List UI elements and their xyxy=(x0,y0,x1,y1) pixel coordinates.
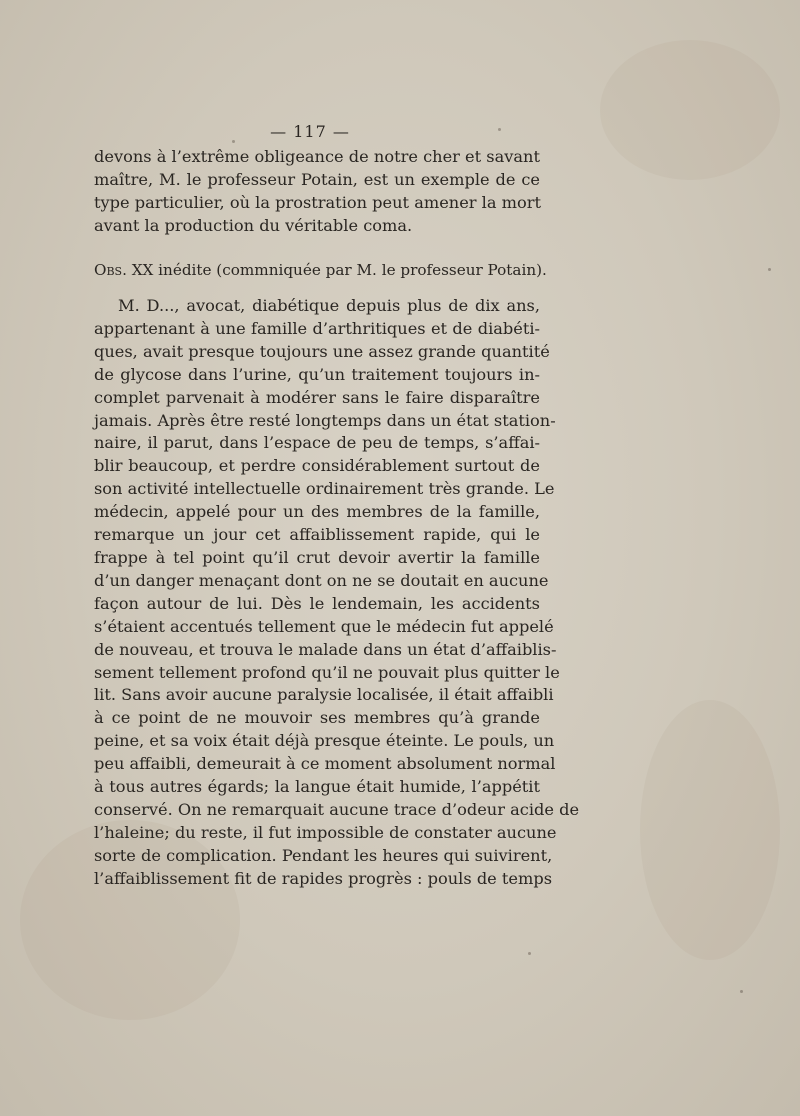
text-line: peine, et sa voix était déjà presque éteinte. Le pouls, un xyxy=(94,731,555,751)
text-line: conservé. On ne remarquait aucune trace d’odeur acide de xyxy=(94,799,580,819)
text-line: peu affaibli, demeurait à ce moment absolument normal xyxy=(94,754,556,774)
page-number: — 117 — xyxy=(270,122,350,141)
text-line: médecin, appelé pour un des membres de la famille, xyxy=(94,502,540,522)
paragraph-case xyxy=(94,295,580,891)
observation-title: XX inédite (commniquée par M. le professeur Potain). xyxy=(131,261,547,279)
text-line: à tous autres égards; la langue était humide, l’appétit xyxy=(94,777,540,797)
text-line: blir beaucoup, et perdre considérablement surtout de xyxy=(94,456,540,476)
text-line: sorte de complication. Pendant les heures qui suivirent, xyxy=(94,845,553,865)
text-line: l’haleine; du reste, il fut impossible de constater aucune xyxy=(94,822,557,842)
text-line: à ce point de ne mouvoir ses membres qu’à grande xyxy=(94,708,540,728)
text-line: de nouveau, et trouva le malade dans un état d’affaiblis- xyxy=(94,639,557,659)
text-line: ques, avait presque toujours une assez grande quantité xyxy=(94,341,550,361)
paper-speck xyxy=(740,990,743,993)
paragraph-intro xyxy=(94,146,540,238)
text-line: d’un danger menaçant dont on ne se doutait en aucune xyxy=(94,570,549,590)
paper-speck xyxy=(768,268,771,271)
paper-stain xyxy=(640,700,780,960)
observation-prefix: Obs. xyxy=(94,261,127,279)
observation-heading xyxy=(94,259,547,281)
text-line: M. D..., avocat, diabétique depuis plus de dix ans, xyxy=(118,296,540,315)
text-line: de glycose dans l’urine, qu’un traitement toujours in- xyxy=(94,364,540,384)
text-line: jamais. Après être resté longtemps dans un état station- xyxy=(94,410,556,430)
text-line: appartenant à une famille d’arthritiques et de diabéti- xyxy=(94,318,540,338)
text-line: avant la production du véritable coma. xyxy=(94,215,413,235)
text-line: s’étaient accentués tellement que le médecin fut appelé xyxy=(94,616,554,636)
paper-speck xyxy=(528,952,531,955)
text-line: frappe à tel point qu’il crut devoir avertir la famille xyxy=(94,547,540,567)
text-line: l’affaiblissement fit de rapides progrès : pouls de temps xyxy=(94,868,553,888)
text-line: remarque un jour cet affaiblissement rapide, qui le xyxy=(94,525,540,545)
text-line: naire, il parut, dans l’espace de peu de temps, s’affai- xyxy=(94,433,540,453)
paper-stain xyxy=(600,40,780,180)
text-line: maître, M. le professeur Potain, est un exemple de ce xyxy=(94,169,540,189)
text-line: sement tellement profond qu’il ne pouvait plus quitter le xyxy=(94,662,560,682)
text-line: type particulier, où la prostration peut amener la mort xyxy=(94,192,541,212)
text-line: façon autour de lui. Dès le lendemain, les accidents xyxy=(94,593,540,613)
text-line: devons à l’extrême obligeance de notre cher et savant xyxy=(94,147,540,166)
text-line: complet parvenait à modérer sans le faire disparaître xyxy=(94,387,540,407)
text-line: son activité intellectuelle ordinairement très grande. Le xyxy=(94,479,555,499)
text-line: lit. Sans avoir aucune paralysie localisée, il était affaibli xyxy=(94,685,554,705)
